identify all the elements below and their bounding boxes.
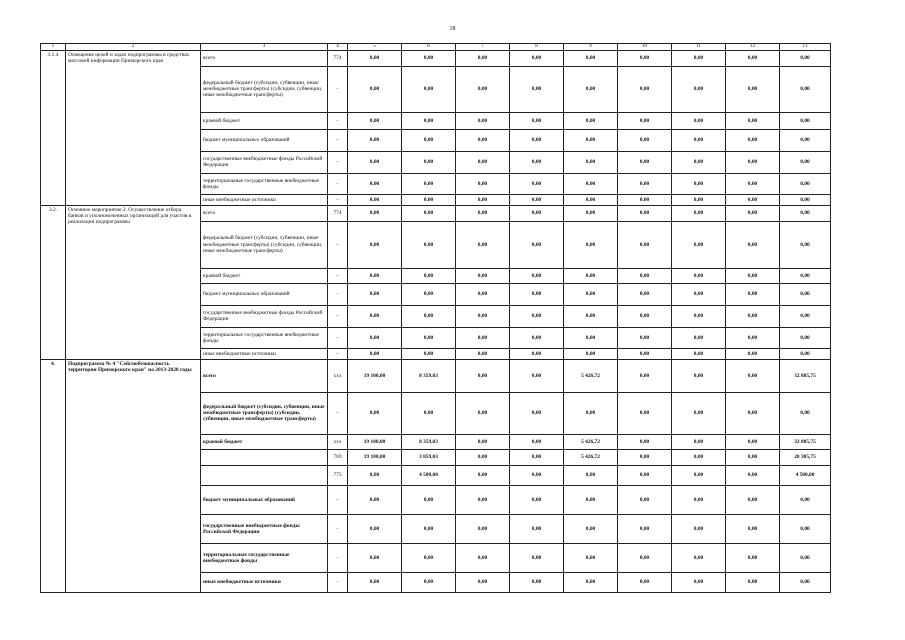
amount-cell: 0,00 xyxy=(510,50,564,66)
amount-cell: 0,00 xyxy=(726,129,780,151)
amount-cell: 0,00 xyxy=(402,221,456,268)
amount-cell: 0,00 xyxy=(672,449,726,465)
amount-cell: 0,00 xyxy=(726,572,780,592)
amount-cell: 0,00 xyxy=(618,543,672,572)
budget-code: 774 xyxy=(328,205,348,221)
amount-cell: 0,00 xyxy=(672,327,726,348)
amount-cell: 0,00 xyxy=(672,173,726,194)
header-row xyxy=(41,44,831,51)
amount-cell: 0,00 xyxy=(510,514,564,543)
amount-cell: 8 359,03 xyxy=(402,359,456,392)
amount-cell: 0,00 xyxy=(780,485,831,514)
amount-cell: 0,00 xyxy=(618,268,672,283)
amount-cell: 0,00 xyxy=(618,465,672,485)
table-row xyxy=(41,205,831,221)
amount-cell: 0,00 xyxy=(726,194,780,205)
amount-cell: 4 500,00 xyxy=(780,465,831,485)
amount-cell: 0,00 xyxy=(564,543,618,572)
amount-cell: 0,00 xyxy=(510,434,564,449)
header-cell: 10 xyxy=(618,44,672,51)
budget-code: - xyxy=(328,348,348,359)
amount-cell: 0,00 xyxy=(726,305,780,327)
amount-cell: 0,00 xyxy=(618,434,672,449)
amount-cell: 0,00 xyxy=(456,112,510,129)
budget-code: - xyxy=(328,112,348,129)
amount-cell: 0,00 xyxy=(780,543,831,572)
amount-cell: 32 885,75 xyxy=(780,359,831,392)
amount-cell: 0,00 xyxy=(672,434,726,449)
amount-cell: 0,00 xyxy=(510,268,564,283)
amount-cell: 0,00 xyxy=(348,221,402,268)
amount-cell: 32 885,75 xyxy=(780,434,831,449)
header-cell: 4 xyxy=(328,44,348,51)
amount-cell: 0,00 xyxy=(456,305,510,327)
amount-cell: 0,00 xyxy=(564,327,618,348)
amount-cell: 5 426,72 xyxy=(564,359,618,392)
amount-cell: 0,00 xyxy=(672,465,726,485)
header-cell: 6 xyxy=(402,44,456,51)
amount-cell: 0,00 xyxy=(348,129,402,151)
amount-cell: 0,00 xyxy=(510,173,564,194)
amount-cell: 0,00 xyxy=(672,221,726,268)
amount-cell: 0,00 xyxy=(618,327,672,348)
amount-cell: 0,00 xyxy=(780,221,831,268)
amount-cell: 0,00 xyxy=(618,173,672,194)
funding-source: всего xyxy=(201,50,328,66)
amount-cell: 0,00 xyxy=(456,392,510,434)
amount-cell: 0,00 xyxy=(456,283,510,305)
amount-cell: 0,00 xyxy=(726,221,780,268)
amount-cell: 5 426,72 xyxy=(564,449,618,465)
table-row xyxy=(41,359,831,392)
amount-cell: 0,00 xyxy=(510,449,564,465)
amount-cell: 0,00 xyxy=(726,151,780,173)
amount-cell: 0,00 xyxy=(780,268,831,283)
header-cell: 7 xyxy=(456,44,510,51)
amount-cell: 0,00 xyxy=(348,305,402,327)
amount-cell: 0,00 xyxy=(618,205,672,221)
amount-cell: 0,00 xyxy=(618,485,672,514)
amount-cell: 0,00 xyxy=(672,129,726,151)
funding-source: государственные внебюджетные фонды Российской Федерации xyxy=(201,305,328,327)
amount-cell: 0,00 xyxy=(402,572,456,592)
amount-cell: 0,00 xyxy=(456,572,510,592)
amount-cell: 0,00 xyxy=(564,465,618,485)
amount-cell: 0,00 xyxy=(618,66,672,112)
budget-code: - xyxy=(328,129,348,151)
amount-cell: 0,00 xyxy=(618,283,672,305)
funding-source: всего xyxy=(201,205,328,221)
amount-cell: 0,00 xyxy=(510,305,564,327)
amount-cell: 0,00 xyxy=(510,348,564,359)
amount-cell: 0,00 xyxy=(726,514,780,543)
amount-cell: 0,00 xyxy=(456,194,510,205)
budget-code: - xyxy=(328,283,348,305)
amount-cell: 0,00 xyxy=(402,543,456,572)
amount-cell: 0,00 xyxy=(348,572,402,592)
item-title: Освещение целей и задач подпрограммы в средствах массовой информации Приморского края xyxy=(66,50,201,205)
amount-cell: 0,00 xyxy=(618,449,672,465)
budget-code: - xyxy=(328,392,348,434)
budget-code: - xyxy=(328,194,348,205)
amount-cell: 0,00 xyxy=(402,268,456,283)
amount-cell: 0,00 xyxy=(348,465,402,485)
funding-source: иные внебюджетные источники xyxy=(201,348,328,359)
amount-cell: 0,00 xyxy=(348,514,402,543)
amount-cell: 0,00 xyxy=(780,327,831,348)
funding-source: государственные внебюджетные фонды Российской Федерации xyxy=(201,514,328,543)
header-cell: 11 xyxy=(672,44,726,51)
funding-source: иные внебюджетные источники xyxy=(201,572,328,592)
amount-cell: 0,00 xyxy=(348,283,402,305)
amount-cell: 0,00 xyxy=(726,112,780,129)
amount-cell: 0,00 xyxy=(456,449,510,465)
amount-cell: 0,00 xyxy=(402,66,456,112)
amount-cell: 19 100,00 xyxy=(348,434,402,449)
amount-cell: 0,00 xyxy=(402,348,456,359)
amount-cell: 0,00 xyxy=(510,194,564,205)
funding-source: государственные внебюджетные фонды Российской Федерации xyxy=(201,151,328,173)
amount-cell: 0,00 xyxy=(618,221,672,268)
amount-cell: 0,00 xyxy=(564,392,618,434)
amount-cell: 0,00 xyxy=(726,50,780,66)
amount-cell: 0,00 xyxy=(726,205,780,221)
amount-cell: 0,00 xyxy=(726,543,780,572)
amount-cell: 0,00 xyxy=(618,129,672,151)
amount-cell: 0,00 xyxy=(564,194,618,205)
budget-table xyxy=(40,43,831,593)
amount-cell: 0,00 xyxy=(672,151,726,173)
amount-cell: 0,00 xyxy=(510,112,564,129)
amount-cell: 0,00 xyxy=(510,283,564,305)
funding-source xyxy=(201,465,328,485)
amount-cell: 0,00 xyxy=(402,485,456,514)
budget-code: - xyxy=(328,572,348,592)
amount-cell: 0,00 xyxy=(456,173,510,194)
funding-source: федеральный бюджет (субсидии, субвенции, иные межбюджетные трансферты) (субсидии, субвенции, иные межбюджетные трансферты) xyxy=(201,221,328,268)
amount-cell: 0,00 xyxy=(564,268,618,283)
amount-cell: 0,00 xyxy=(672,305,726,327)
amount-cell: 0,00 xyxy=(510,485,564,514)
amount-cell: 0,00 xyxy=(456,514,510,543)
funding-source: федеральный бюджет (субсидии, субвенции, иные межбюджетные трансферты) (субсидии, субвенции, иные межбюджетные трансферты) xyxy=(201,392,328,434)
amount-cell: 0,00 xyxy=(780,348,831,359)
amount-cell: 0,00 xyxy=(348,268,402,283)
amount-cell: 8 359,03 xyxy=(402,434,456,449)
amount-cell: 0,00 xyxy=(402,129,456,151)
amount-cell: 0,00 xyxy=(780,129,831,151)
amount-cell: 0,00 xyxy=(726,465,780,485)
amount-cell: 0,00 xyxy=(726,485,780,514)
header-cell: 8 xyxy=(510,44,564,51)
header-cell: 3 xyxy=(201,44,328,51)
amount-cell: 5 426,72 xyxy=(564,434,618,449)
amount-cell: 19 100,00 xyxy=(348,359,402,392)
amount-cell: 0,00 xyxy=(672,348,726,359)
amount-cell: 0,00 xyxy=(456,543,510,572)
amount-cell: 0,00 xyxy=(780,151,831,173)
amount-cell: 0,00 xyxy=(510,221,564,268)
amount-cell: 0,00 xyxy=(564,66,618,112)
amount-cell: 0,00 xyxy=(402,50,456,66)
amount-cell: 0,00 xyxy=(456,348,510,359)
amount-cell: 0,00 xyxy=(780,173,831,194)
amount-cell: 0,00 xyxy=(510,359,564,392)
budget-code: 769 xyxy=(328,449,348,465)
amount-cell: 0,00 xyxy=(402,194,456,205)
funding-source: бюджет муниципальных образований xyxy=(201,129,328,151)
budget-code: 774 xyxy=(328,50,348,66)
amount-cell: 0,00 xyxy=(564,129,618,151)
amount-cell: 0,00 xyxy=(456,151,510,173)
budget-code: ххх xyxy=(328,434,348,449)
amount-cell: 0,00 xyxy=(726,359,780,392)
header-cell: 5 xyxy=(348,44,402,51)
budget-code: - xyxy=(328,514,348,543)
amount-cell: 0,00 xyxy=(402,514,456,543)
budget-code: - xyxy=(328,221,348,268)
budget-code: - xyxy=(328,543,348,572)
amount-cell: 0,00 xyxy=(672,359,726,392)
amount-cell: 0,00 xyxy=(456,268,510,283)
amount-cell: 0,00 xyxy=(348,112,402,129)
funding-source: бюджет муниципальных образований xyxy=(201,485,328,514)
amount-cell: 0,00 xyxy=(456,221,510,268)
amount-cell: 0,00 xyxy=(456,129,510,151)
amount-cell: 0,00 xyxy=(726,268,780,283)
amount-cell: 0,00 xyxy=(564,205,618,221)
funding-source: краевой бюджет xyxy=(201,112,328,129)
amount-cell: 0,00 xyxy=(564,514,618,543)
amount-cell: 0,00 xyxy=(402,112,456,129)
amount-cell: 0,00 xyxy=(402,305,456,327)
amount-cell: 0,00 xyxy=(618,359,672,392)
amount-cell: 0,00 xyxy=(726,283,780,305)
amount-cell: 0,00 xyxy=(510,129,564,151)
budget-code: - xyxy=(328,268,348,283)
header-cell: 12 xyxy=(726,44,780,51)
funding-source: иные внебюджетные источники xyxy=(201,194,328,205)
amount-cell: 0,00 xyxy=(456,66,510,112)
amount-cell: 0,00 xyxy=(780,514,831,543)
amount-cell: 0,00 xyxy=(780,305,831,327)
amount-cell: 0,00 xyxy=(726,449,780,465)
budget-code: - xyxy=(328,173,348,194)
budget-code: - xyxy=(328,66,348,112)
amount-cell: 0,00 xyxy=(618,194,672,205)
amount-cell: 0,00 xyxy=(672,50,726,66)
amount-cell: 0,00 xyxy=(672,112,726,129)
amount-cell: 0,00 xyxy=(672,543,726,572)
amount-cell: 19 100,00 xyxy=(348,449,402,465)
amount-cell: 0,00 xyxy=(726,348,780,359)
funding-source: краевой бюджет xyxy=(201,434,328,449)
amount-cell: 0,00 xyxy=(726,392,780,434)
amount-cell: 0,00 xyxy=(672,572,726,592)
amount-cell: 0,00 xyxy=(510,66,564,112)
amount-cell: 0,00 xyxy=(564,283,618,305)
budget-code: 775 xyxy=(328,465,348,485)
amount-cell: 3 859,03 xyxy=(402,449,456,465)
amount-cell: 0,00 xyxy=(726,327,780,348)
header-cell: 9 xyxy=(564,44,618,51)
amount-cell: 0,00 xyxy=(780,112,831,129)
amount-cell: 0,00 xyxy=(348,66,402,112)
amount-cell: 0,00 xyxy=(348,50,402,66)
amount-cell: 0,00 xyxy=(726,434,780,449)
amount-cell: 0,00 xyxy=(780,283,831,305)
funding-source: территориальные государственные внебюджетные фонды xyxy=(201,543,328,572)
amount-cell: 0,00 xyxy=(564,305,618,327)
amount-cell: 4 500,00 xyxy=(402,465,456,485)
header-cell: 1 xyxy=(41,44,66,51)
funding-source: краевой бюджет xyxy=(201,268,328,283)
amount-cell: 0,00 xyxy=(726,66,780,112)
amount-cell: 0,00 xyxy=(618,348,672,359)
amount-cell: 0,00 xyxy=(402,392,456,434)
amount-cell: 0,00 xyxy=(780,205,831,221)
budget-code: - xyxy=(328,485,348,514)
amount-cell: 0,00 xyxy=(780,194,831,205)
amount-cell: 0,00 xyxy=(456,359,510,392)
amount-cell: 0,00 xyxy=(564,572,618,592)
budget-code: - xyxy=(328,327,348,348)
item-title: Подпрограмма № 4 "Сейсмобезопасность территории Приморского края" на 2013-2020 годы xyxy=(66,359,201,592)
amount-cell: 0,00 xyxy=(456,327,510,348)
item-number: 3.2. xyxy=(41,205,66,359)
amount-cell: 0,00 xyxy=(456,485,510,514)
amount-cell: 0,00 xyxy=(510,205,564,221)
amount-cell: 0,00 xyxy=(564,173,618,194)
amount-cell: 0,00 xyxy=(780,572,831,592)
funding-source: бюджет муниципальных образований xyxy=(201,283,328,305)
budget-code: - xyxy=(328,151,348,173)
amount-cell: 0,00 xyxy=(672,66,726,112)
amount-cell: 0,00 xyxy=(510,392,564,434)
amount-cell: 0,00 xyxy=(672,485,726,514)
amount-cell: 0,00 xyxy=(618,112,672,129)
amount-cell: 0,00 xyxy=(564,348,618,359)
amount-cell: 0,00 xyxy=(402,327,456,348)
amount-cell: 0,00 xyxy=(618,151,672,173)
amount-cell: 0,00 xyxy=(456,434,510,449)
amount-cell: 0,00 xyxy=(564,221,618,268)
amount-cell: 0,00 xyxy=(510,465,564,485)
item-number: 3.1.4 xyxy=(41,50,66,205)
amount-cell: 0,00 xyxy=(672,194,726,205)
amount-cell: 0,00 xyxy=(564,485,618,514)
amount-cell: 0,00 xyxy=(780,66,831,112)
amount-cell: 0,00 xyxy=(672,392,726,434)
amount-cell: 0,00 xyxy=(564,112,618,129)
funding-source: федеральный бюджет (субсидии, субвенции, иные межбюджетные трансферты) (субсидии, субвенции, иные межбюджетные трансферты) xyxy=(201,66,328,112)
budget-code: ххх xyxy=(328,359,348,392)
table-row xyxy=(41,50,831,66)
item-title: Основное мероприятие 2. Осуществление отбора банков и уполномоченных организаций для участия в реализации подпрограммы xyxy=(66,205,201,359)
amount-cell: 0,00 xyxy=(348,348,402,359)
amount-cell: 0,00 xyxy=(348,151,402,173)
item-number: 4. xyxy=(41,359,66,592)
amount-cell: 0,00 xyxy=(510,151,564,173)
amount-cell: 0,00 xyxy=(510,572,564,592)
amount-cell: 0,00 xyxy=(456,50,510,66)
budget-code: - xyxy=(328,305,348,327)
amount-cell: 0,00 xyxy=(510,543,564,572)
amount-cell: 0,00 xyxy=(456,205,510,221)
header-cell: 2 xyxy=(66,44,201,51)
amount-cell: 0,00 xyxy=(726,173,780,194)
amount-cell: 0,00 xyxy=(456,465,510,485)
amount-cell: 0,00 xyxy=(618,514,672,543)
amount-cell: 0,00 xyxy=(402,173,456,194)
amount-cell: 0,00 xyxy=(618,305,672,327)
amount-cell: 0,00 xyxy=(402,151,456,173)
amount-cell: 0,00 xyxy=(564,151,618,173)
funding-source: всего xyxy=(201,359,328,392)
amount-cell: 0,00 xyxy=(348,392,402,434)
amount-cell: 0,00 xyxy=(780,392,831,434)
header-cell: 13 xyxy=(780,44,831,51)
amount-cell: 0,00 xyxy=(348,194,402,205)
amount-cell: 0,00 xyxy=(672,205,726,221)
funding-source: территориальные государственные внебюджетные фонды xyxy=(201,327,328,348)
amount-cell: 28 385,75 xyxy=(780,449,831,465)
funding-source xyxy=(201,449,328,465)
amount-cell: 0,00 xyxy=(672,283,726,305)
amount-cell: 0,00 xyxy=(348,327,402,348)
amount-cell: 0,00 xyxy=(348,543,402,572)
amount-cell: 0,00 xyxy=(402,205,456,221)
amount-cell: 0,00 xyxy=(618,50,672,66)
amount-cell: 0,00 xyxy=(618,572,672,592)
funding-source: территориальные государственные внебюджетные фонды xyxy=(201,173,328,194)
amount-cell: 0,00 xyxy=(672,514,726,543)
amount-cell: 0,00 xyxy=(780,50,831,66)
amount-cell: 0,00 xyxy=(618,392,672,434)
amount-cell: 0,00 xyxy=(348,485,402,514)
amount-cell: 0,00 xyxy=(564,50,618,66)
amount-cell: 0,00 xyxy=(348,205,402,221)
amount-cell: 0,00 xyxy=(510,327,564,348)
page-number: 18 xyxy=(449,26,456,32)
amount-cell: 0,00 xyxy=(402,283,456,305)
amount-cell: 0,00 xyxy=(672,268,726,283)
amount-cell: 0,00 xyxy=(348,173,402,194)
